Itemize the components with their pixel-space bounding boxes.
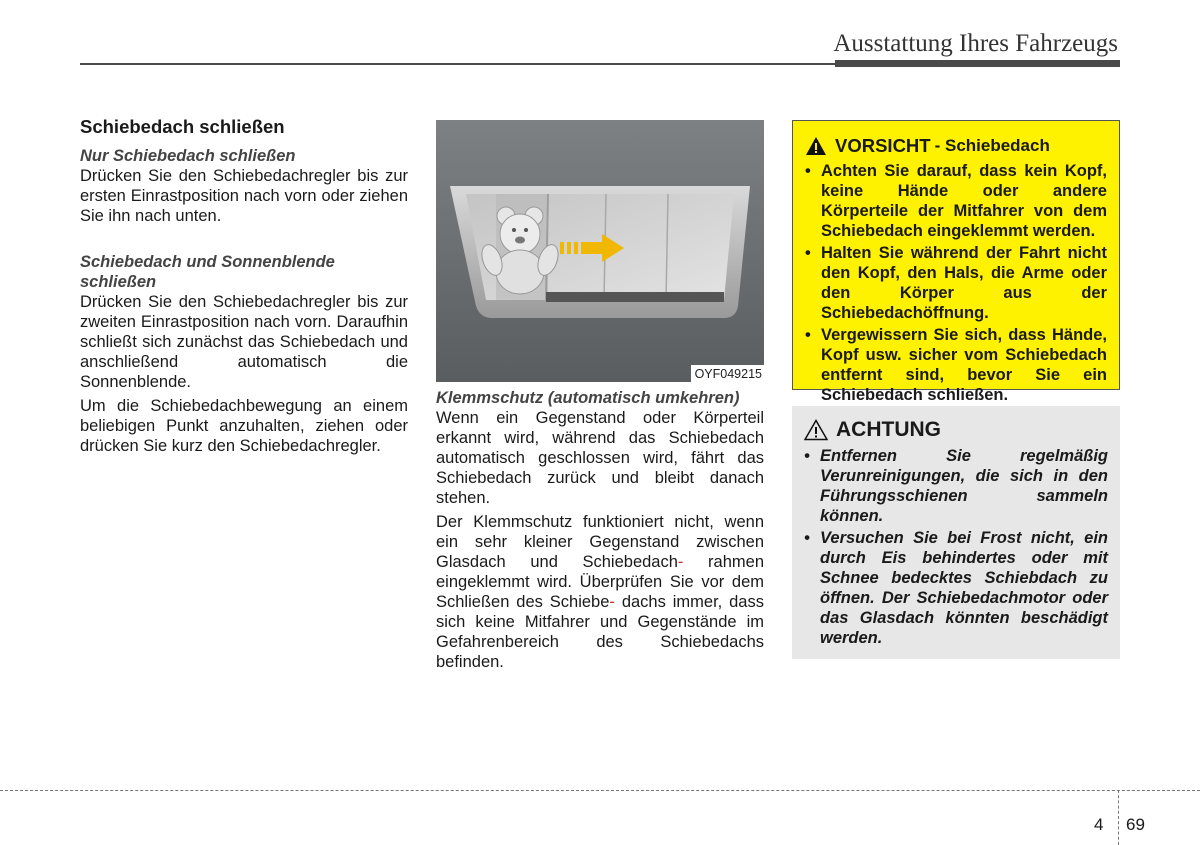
list-item: • Achten Sie darauf, dass kein Kopf, keine Hände oder andere Körperteile der Mitfahrer von dem Schiebedach eingeklemmt werden. [805, 162, 1107, 240]
column-middle [436, 120, 764, 676]
notice-title: ACHTUNG [804, 418, 1108, 442]
sub-heading-sunroof-only: Nur Schiebedach schließen [80, 147, 296, 165]
notice-list [804, 446, 1108, 648]
paragraph-close-sunroof: Drücken Sie den Schiebedachregler bis zur ersten Einrastposition nach vorn oder ziehen Sie ihn nach unten. [80, 167, 408, 225]
page-header-title: Ausstattung Ihres Fahrzeugs [833, 30, 1118, 57]
paragraph-anti-pinch: Wenn ein Gegenstand oder Körperteil erkannt wird, während das Schiebedach automatisch geschlossen wird, fährt das Schiebedach zurück und bleibt danach stehen. [436, 409, 764, 507]
header-rule-accent [835, 60, 1120, 67]
warning-title: VORSICHT - Schiebedach [805, 135, 1107, 157]
chapter-number: 4 [1094, 815, 1104, 834]
column-right [792, 120, 1120, 659]
warning-box [792, 120, 1120, 404]
caution-triangle-icon [804, 419, 828, 441]
list-item: • Vergewissern Sie sich, dass Hände, Kopf usw. sicher vom Schiebedach entfernt sind, bevor Sie ein Schiebedach schließen. [805, 326, 1107, 404]
notice-box [792, 406, 1120, 659]
footer-divider [1118, 790, 1119, 845]
warning-list [805, 161, 1107, 405]
column-left [80, 116, 408, 460]
paragraph-stop-movement: Um die Schiebedachbewegung an einem beliebigen Punkt anzuhalten, ziehen oder drücken Sie kurz den Schiebedachregler. [80, 397, 408, 455]
figure-code: OYF049215 [691, 365, 764, 382]
warning-triangle-icon [805, 136, 827, 156]
footer-rule [0, 790, 1200, 791]
sunroof-figure [436, 120, 764, 382]
paragraph-close-sunroof-shade: Drücken Sie den Schiebedachregler bis zur zweiten Einrastposition nach vorn. Daraufhin schließt sich zunächst das Schiebedach und anschließend automatisch die Sonnenblende. [80, 293, 408, 391]
list-item: • Versuchen Sie bei Frost nicht, ein durch Eis behindertes oder mit Schnee bedecktes Schiebdach zu öffnen. Der Schiebedachmotor oder das Glasdach könnten beschädigt werden. [804, 529, 1108, 647]
page-number: 69 [1126, 815, 1145, 834]
list-item: • Entfernen Sie regelmäßig Verunreinigungen, die sich in den Führungsschienen sammeln können. [804, 447, 1108, 525]
figure-caption: Klemmschutz (automatisch umkehren) [436, 389, 740, 407]
sunroof-illustration [436, 120, 764, 382]
list-item: • Halten Sie während der Fahrt nicht den Kopf, den Hals, die Arme oder den Körper aus der Schiebedachöffnung. [805, 244, 1107, 322]
paragraph-anti-pinch-limits: Der Klemmschutz funktioniert nicht, wenn ein sehr kleiner Gegenstand zwischen Glasdach und Schiebedach- rahmen eingeklemmt wird. Überprüfen Sie vor dem Schließen des Schiebe- dachs immer, dass sich keine Mitfahrer und Gegenstände im Gefahrenbereich des Schiebedachs befinden. [436, 513, 764, 671]
section-heading: Schiebedach schließen [80, 116, 285, 137]
sub-heading-sunroof-and-shade: Schiebedach und Sonnenblende schließen [80, 253, 335, 291]
